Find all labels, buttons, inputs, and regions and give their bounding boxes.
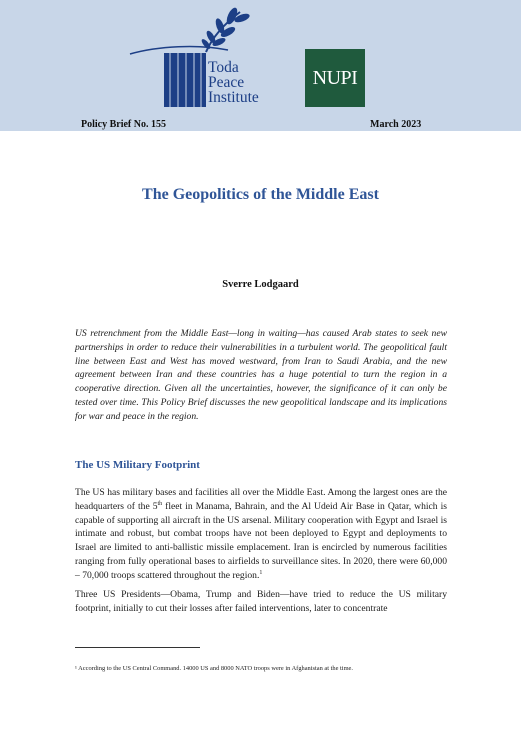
nupi-logo: [305, 49, 365, 107]
footnote: ¹ According to the US Central Command. 14000 US and 8000 NATO troops were in Afghanistan at the time.: [75, 665, 353, 672]
footnote-separator: [75, 647, 200, 648]
institute-name-line: Peace: [208, 74, 245, 91]
body-paragraph: [75, 486, 447, 583]
document-title: The Geopolitics of the Middle East: [142, 186, 379, 203]
nupi-logo-text: NUPI: [312, 66, 358, 89]
publication-date: March 2023: [370, 119, 422, 130]
institute-name-line: Institute: [208, 89, 259, 106]
paragraph-text: The US has military bases and facilities all over the Middle East. Among the largest ones are the headquarters of the 5: [75, 487, 447, 512]
institute-name: [208, 60, 259, 105]
abstract-paragraph: US retrenchment from the Middle East—long in waiting—has caused Arab states to seek new partnerships in order to reduce their vulnerabilities in a turbulent world. The geopolitical fault line between East and West has moved westward, from Iran to Saudi Arabia, and the new agreement between Iran and these countries has a huge potential to turn the region in a cooperative direction. Given all the uncertainties, however, the significance of it can only be tested over time. This Policy Brief discusses the new geopolitical landscape and its implications for war and peace in the region.: [75, 328, 447, 422]
footnote-reference[interactable]: 1: [259, 569, 263, 576]
header-band: [0, 0, 521, 131]
policy-brief-number: Policy Brief No. 155: [81, 119, 166, 130]
section-heading: The US Military Footprint: [75, 459, 200, 471]
body-paragraph: Three US Presidents—Obama, Trump and Biden—have tried to reduce the US military footprint, initially to cut their losses after failed interventions, later to concentrate: [75, 589, 447, 614]
institute-name-line: Toda: [208, 59, 239, 76]
author-name: Sverre Lodgaard: [222, 279, 299, 290]
ordinal-suffix: th: [157, 500, 163, 507]
paragraph-text: fleet in Manama, Bahrain, and the Al Udeid Air Base in Qatar, which is capable of supporting all aircraft in the US arsenal. Military cooperation with Egypt and Israel is intimate and robust, but combat troops have not been deployed to Egypt and deployments to Israel are limited to anti-ballistic missile emplacement. Iran is encircled by numerous facilities ranging from fully operational bases to airfields to surveillance sites. In 2020, there were 60,000 – 70,000 troops scattered throughout the region.: [75, 500, 447, 581]
